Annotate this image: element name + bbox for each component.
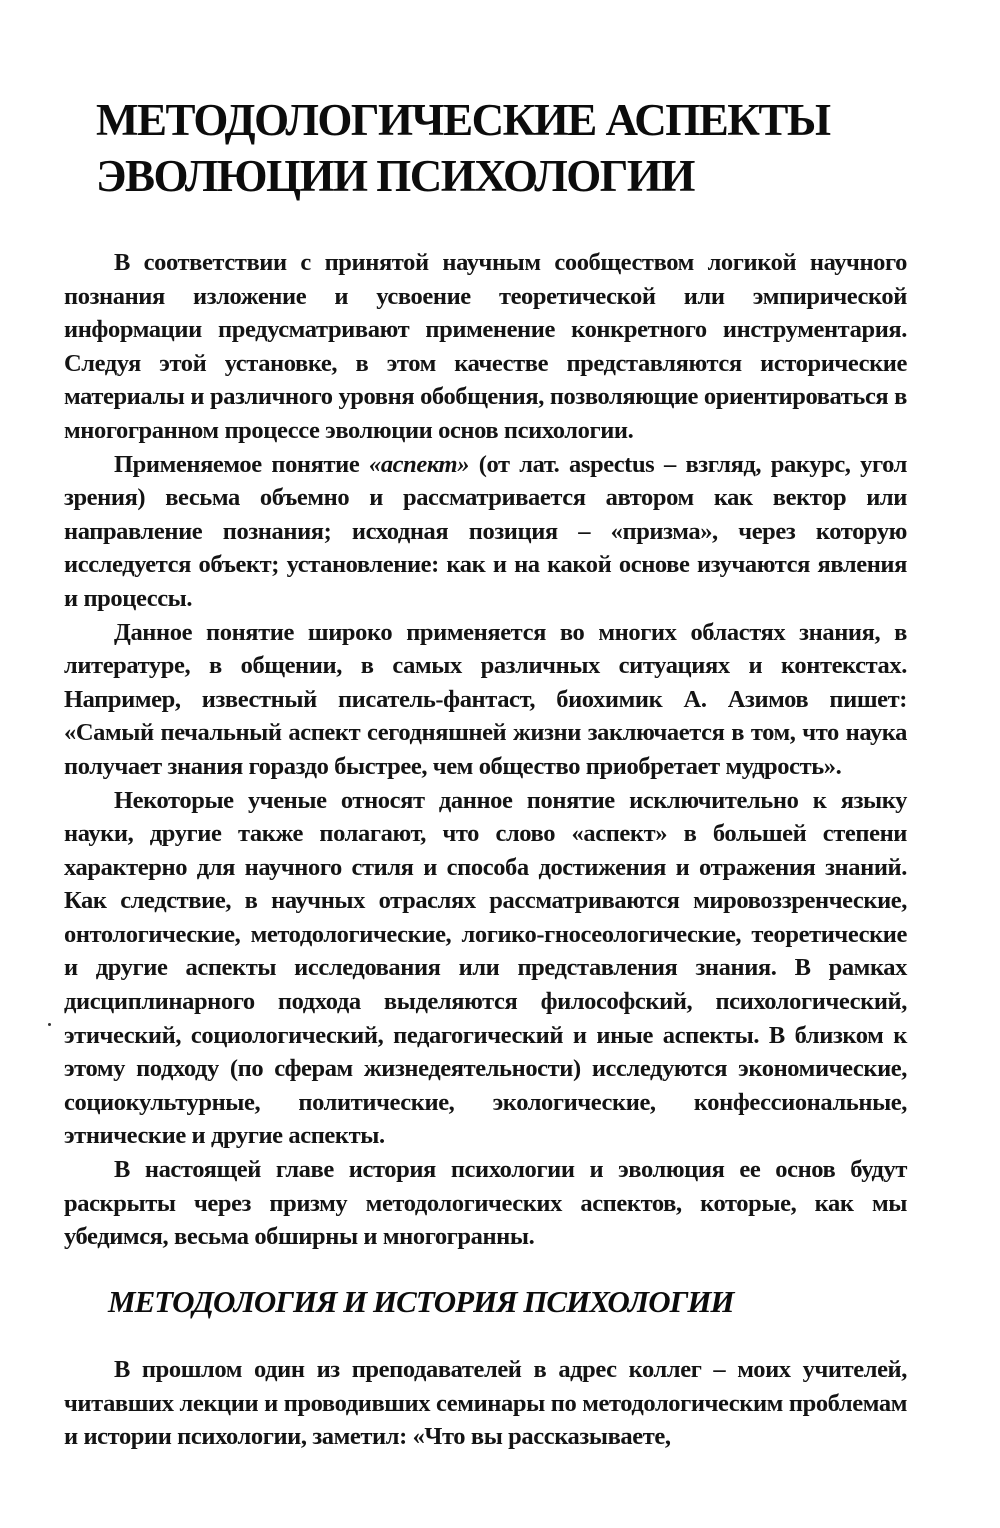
- chapter-title-line-1: МЕТОДОЛОГИЧЕСКИЕ АСПЕКТЫ: [96, 95, 830, 145]
- chapter-title-line-2: ЭВОЛЮЦИИ ПСИХОЛОГИИ: [96, 151, 694, 201]
- paragraph: В прошлом один из преподавателей в адрес коллег – моих учителей, читавших лекции и проводивших семинары по методологическим проблемам и истории психологии, заметил: «Что вы рассказываете,: [64, 1356, 907, 1451]
- paragraph-text: Применяемое понятие: [114, 450, 369, 478]
- paragraph: Данное понятие широко применяется во многих областях знания, в литературе, в общении, в самых различных ситуациях и контекстах. Например, известный писатель-фантаст, биохимик А. Азимов пишет: «Самый печальный аспект сегодняшней жизни заключается в том, что наука получает знания гораздо быстрее, чем общество приобретает мудрость».: [64, 618, 907, 780]
- paragraph: [64, 448, 907, 616]
- paragraph: В настоящей главе история психологии и эволюция ее основ будут раскрыты через призму методологических аспектов, которые, как мы убедимся, весьма обширны и многогранны.: [64, 1156, 907, 1251]
- chapter-title: [96, 92, 830, 204]
- print-speck: [48, 1023, 51, 1026]
- paragraph: Некоторые ученые относят данное понятие исключительно к языку науки, другие также полагают, что слово «аспект» в большей степени характерно для научного стиля и способа достижения и отражения знаний. Как следствие, в научных отраслях рассматриваются мировоззренческие, онтологические, методологические, логико-гносеологические, теоретические и другие аспекты исследования или представления знания. В рамках дисциплинарного подхода выделяются философский, психологический, этический, социологический, педагогический и иные аспекты. В близком к этому подходу (по сферам жизнедеятельности) исследуются экономические, социокультурные, политические, экологические, конфессиональные, этнические и другие аспекты.: [64, 786, 907, 1150]
- section-text: [64, 1353, 907, 1454]
- intro-text: [64, 246, 907, 1254]
- section-title: МЕТОДОЛОГИЯ И ИСТОРИЯ ПСИХОЛОГИИ: [108, 1284, 734, 1319]
- paragraph: В соответствии с принятой научным сообществом логикой научного познания изложение и усвоение теоретической или эмпирической информации предусматривают применение конкретного инструментария. Следуя этой установке, в этом качестве представляются исторические материалы и различного уровня обобщения, позволяющие ориентироваться в многогранном процессе эволюции основ психологии.: [64, 249, 907, 444]
- term-aspect: «аспект»: [368, 450, 470, 478]
- paragraph-text: (от лат. aspectus – взгляд, ракурс, угол зрения) весьма объемно и рассматривается автором как вектор или направление познания; исходная позиция – «призма», через которую исследуется объект; установление: как и на какой основе изучаются явления и процессы.: [64, 450, 908, 612]
